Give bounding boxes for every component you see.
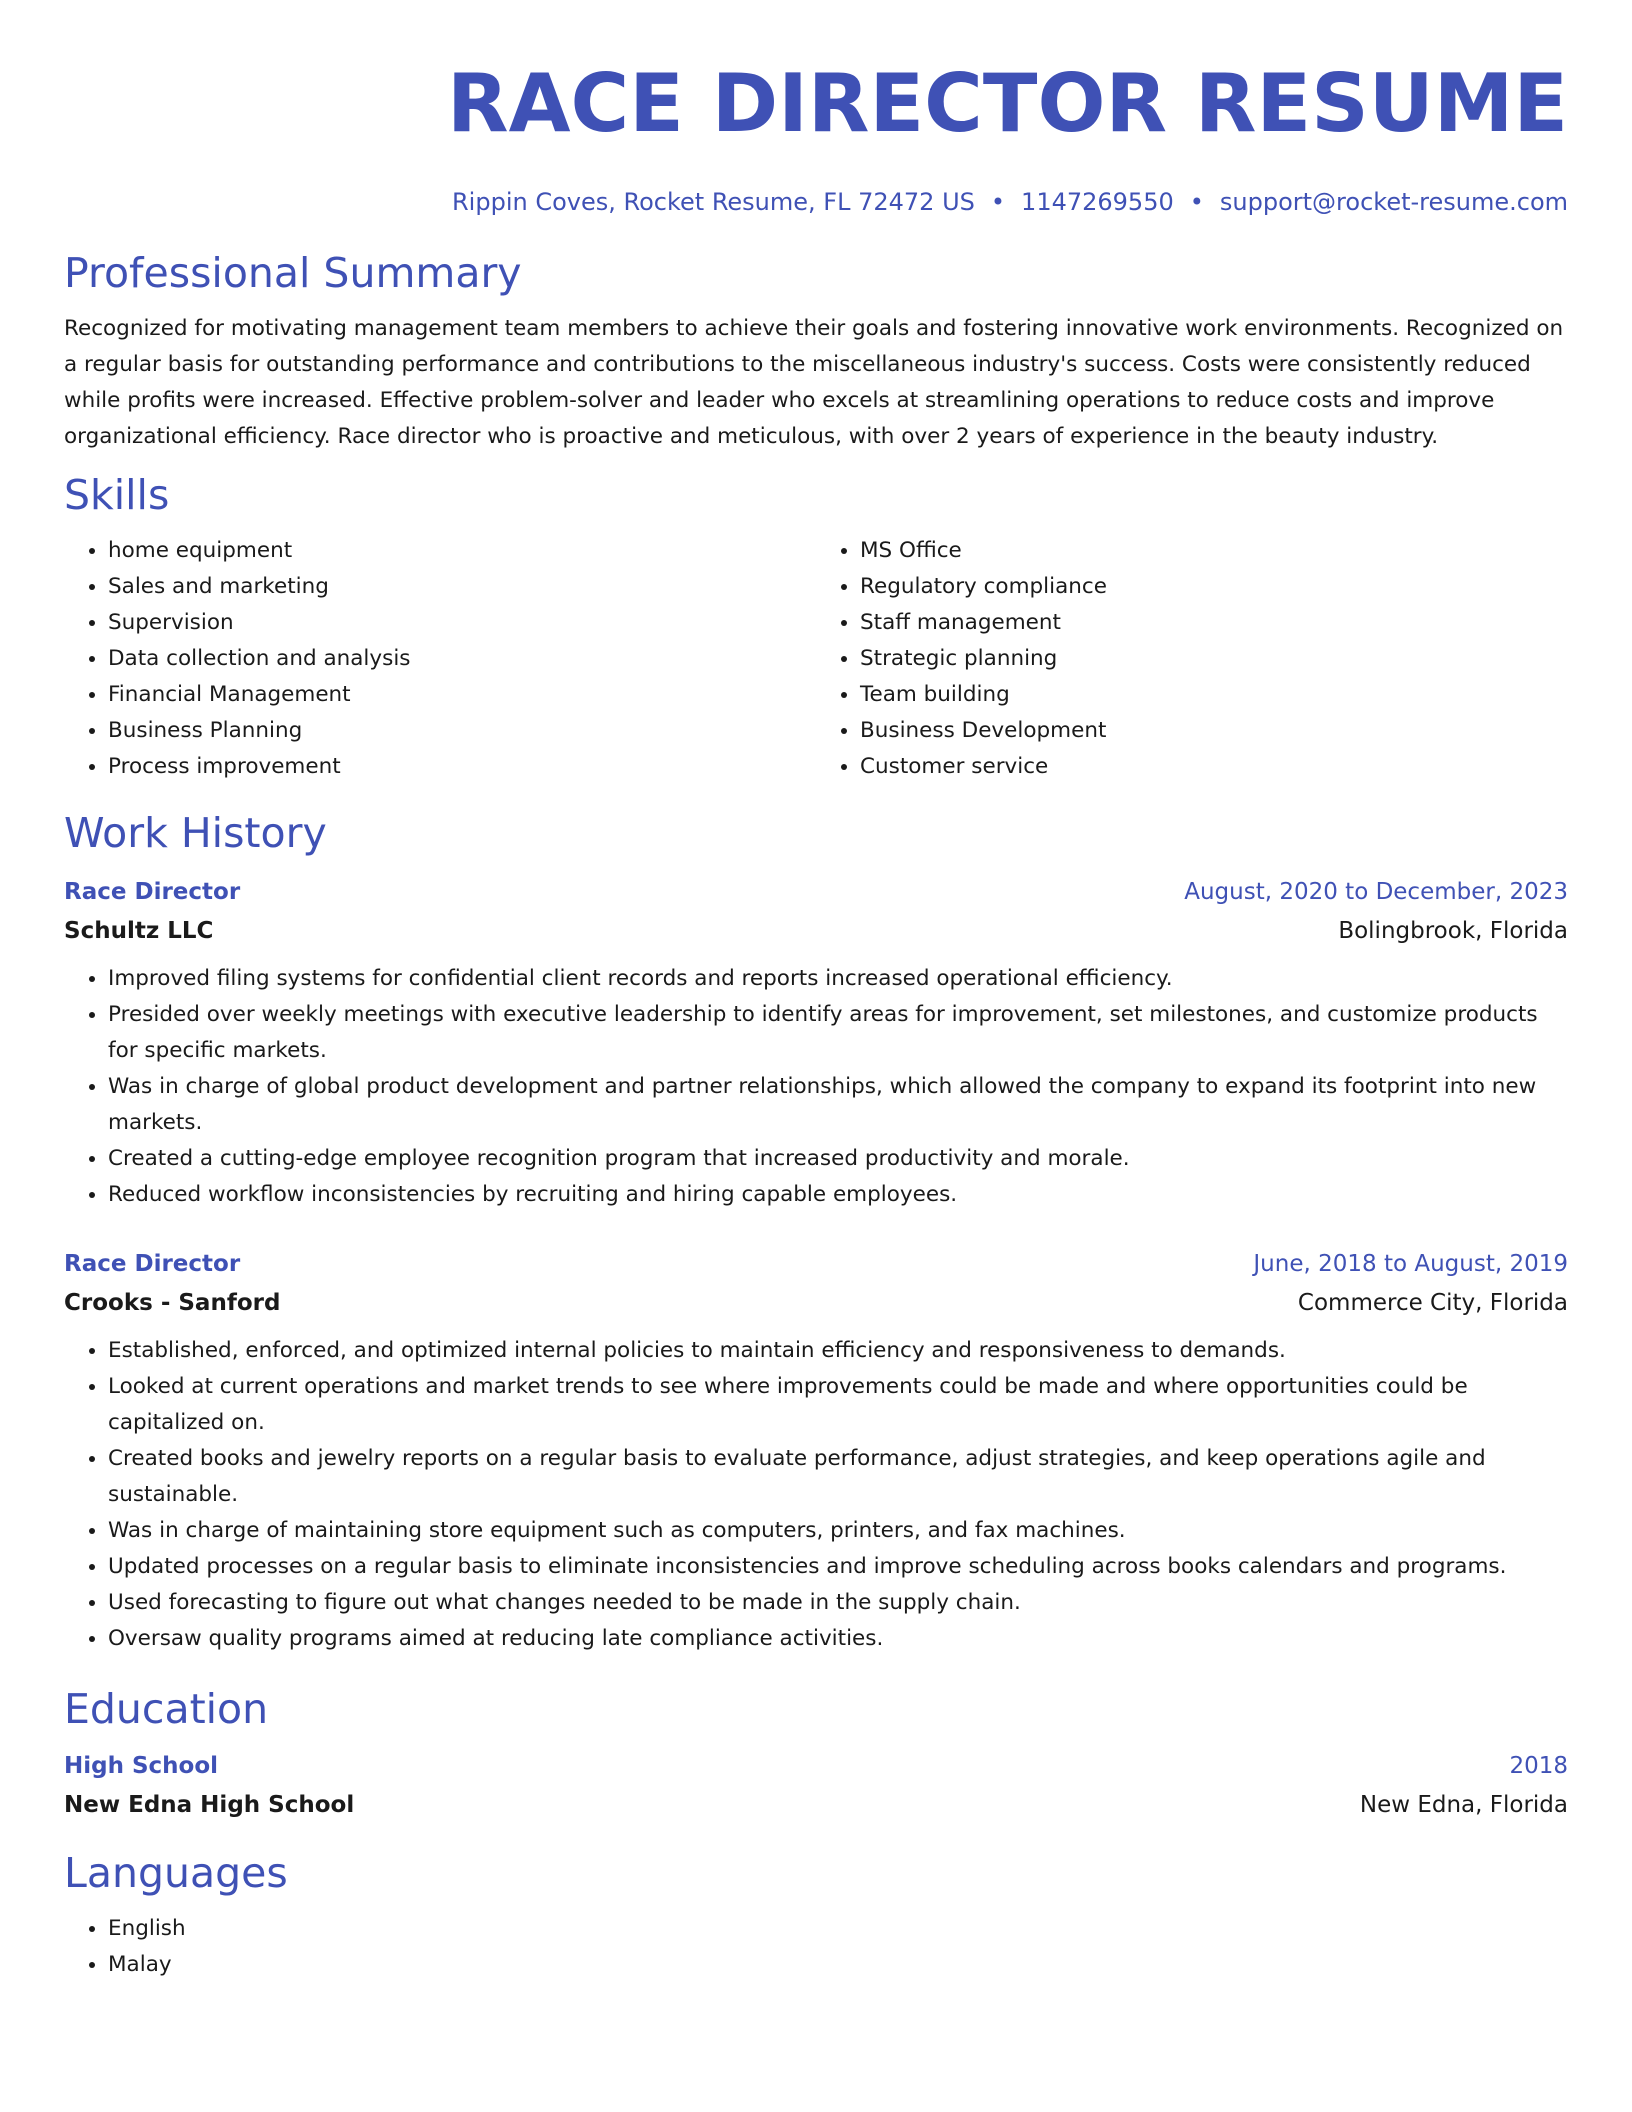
job-bullet: • Used forecasting to figure out what changes needed to be made in the supply chain. <box>108 1585 1568 1621</box>
summary-section <box>64 247 1568 455</box>
languages-heading: Languages <box>64 1849 288 1897</box>
skill-item: • Financial Management <box>108 677 816 713</box>
skill-item: • Process improvement <box>108 749 816 785</box>
skills-columns <box>64 533 1568 785</box>
job-bullets <box>64 1333 1568 1657</box>
contact-phone: 1147269550 <box>1021 188 1174 216</box>
job-bullet: • Established, enforced, and optimized internal policies to maintain efficiency and responsiveness to demands. <box>108 1333 1568 1369</box>
job-title: Race Director <box>64 879 241 905</box>
languages-section <box>64 1847 1568 1983</box>
skill-item: • Customer service <box>860 749 1568 785</box>
job-location: Commerce City, Florida <box>1297 1290 1568 1316</box>
skill-item: • Strategic planning <box>860 641 1568 677</box>
contact-line <box>64 186 1568 218</box>
education-year: 2018 <box>1509 1753 1568 1779</box>
language-item: • Malay <box>108 1947 1568 1983</box>
job-bullet: • Was in charge of global product development and partner relationships, which allowed the company to expand its footprint into new markets. <box>108 1069 1568 1141</box>
job-dates: August, 2020 to December, 2023 <box>1184 879 1568 905</box>
resume-header <box>64 56 1568 218</box>
languages-list <box>64 1911 1568 1983</box>
skills-list-left <box>64 533 816 785</box>
language-item: • English <box>108 1911 1568 1947</box>
job-entry <box>64 1245 1568 1657</box>
summary-heading: Professional Summary <box>64 249 522 297</box>
job-company: Crooks - Sanford <box>64 1290 281 1316</box>
job-header-row <box>64 873 1568 911</box>
job-bullet: • Reduced workflow inconsistencies by recruiting and hiring capable employees. <box>108 1177 1568 1213</box>
job-location: Bolingbrook, Florida <box>1338 918 1568 944</box>
skill-item: • Sales and marketing <box>108 569 816 605</box>
skills-list-right <box>816 533 1568 785</box>
job-title: Race Director <box>64 1251 241 1277</box>
skills-heading: Skills <box>64 471 170 519</box>
job-bullet: • Created books and jewelry reports on a regular basis to evaluate performance, adjust strategies, and keep operations agile and sustainable. <box>108 1441 1568 1513</box>
work-history-heading: Work History <box>64 809 327 857</box>
job-bullet: • Oversaw quality programs aimed at reducing late compliance activities. <box>108 1621 1568 1657</box>
skill-item: • MS Office <box>860 533 1568 569</box>
skill-item: • Regulatory compliance <box>860 569 1568 605</box>
job-bullet: • Created a cutting-edge employee recognition program that increased productivity and morale. <box>108 1141 1568 1177</box>
education-heading: Education <box>64 1685 269 1733</box>
education-header-row <box>64 1747 1568 1785</box>
summary-text: Recognized for motivating management team members to achieve their goals and fostering innovative work environments. Recognized on a regular basis for outstanding performance and contributions to the miscellaneous industry's success. Costs were consistently reduced while profits were increased. Effective problem-solver and leader who excels at streamlining operations to reduce costs and improve organizational efficiency. Race director who is proactive and meticulous, with over 2 years of experience in the beauty industry. <box>64 316 1564 449</box>
education-location: New Edna, Florida <box>1359 1792 1568 1818</box>
education-entry <box>64 1747 1568 1825</box>
job-entry <box>64 873 1568 1213</box>
skill-item: • home equipment <box>108 533 816 569</box>
job-dates: June, 2018 to August, 2019 <box>1253 1251 1568 1277</box>
skill-item: • Business Development <box>860 713 1568 749</box>
contact-address: Rippin Coves, Rocket Resume, FL 72472 US <box>452 188 975 216</box>
education-degree: High School <box>64 1753 219 1779</box>
job-bullet: • Presided over weekly meetings with executive leadership to identify areas for improvement, set milestones, and customize products for specific markets. <box>108 997 1568 1069</box>
job-company: Schultz LLC <box>64 918 214 944</box>
skill-item: • Supervision <box>108 605 816 641</box>
job-bullet: • Improved filing systems for confidential client records and reports increased operational efficiency. <box>108 961 1568 997</box>
work-history-section <box>64 807 1568 1657</box>
job-bullet: • Looked at current operations and market trends to see where improvements could be made and where opportunities could be capitalized on. <box>108 1369 1568 1441</box>
job-header-row <box>64 1245 1568 1283</box>
skill-item: • Business Planning <box>108 713 816 749</box>
skill-item: • Staff management <box>860 605 1568 641</box>
contact-separator: • <box>990 188 1006 216</box>
education-school-row <box>64 1785 1568 1825</box>
education-section <box>64 1683 1568 1825</box>
skills-section <box>64 469 1568 785</box>
resume-title: RACE DIRECTOR RESUME <box>447 57 1568 150</box>
job-company-row <box>64 1283 1568 1323</box>
job-company-row <box>64 911 1568 951</box>
job-bullet: • Updated processes on a regular basis to eliminate inconsistencies and improve scheduling across books calendars and programs. <box>108 1549 1568 1585</box>
contact-separator: • <box>1189 188 1204 216</box>
job-bullets <box>64 961 1568 1213</box>
skill-item: • Team building <box>860 677 1568 713</box>
job-bullet: • Was in charge of maintaining store equipment such as computers, printers, and fax machines. <box>108 1513 1568 1549</box>
education-school: New Edna High School <box>64 1792 355 1818</box>
skill-item: • Data collection and analysis <box>108 641 816 677</box>
contact-email: support@rocket-resume.com <box>1219 188 1568 216</box>
